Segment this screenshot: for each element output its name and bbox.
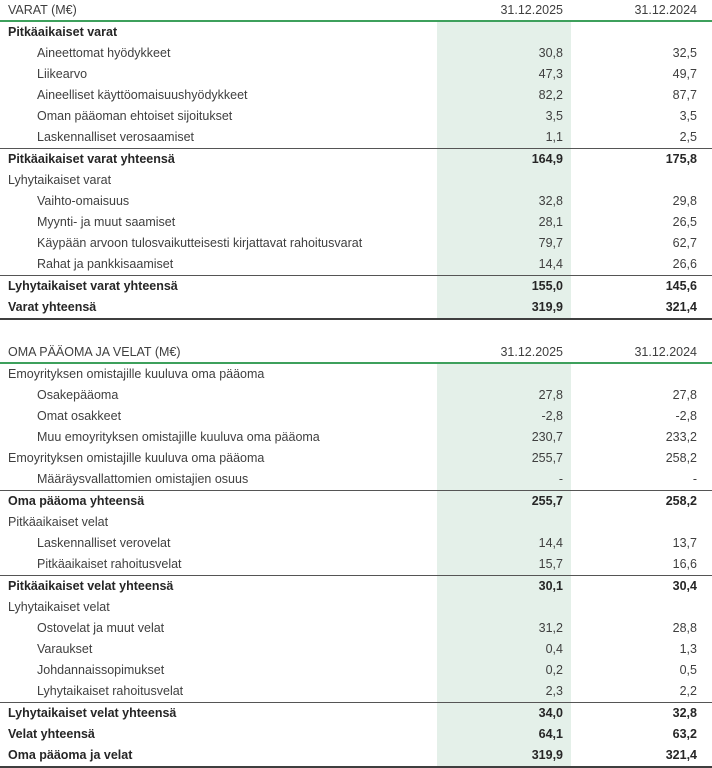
value-2025: 319,9 <box>437 745 571 767</box>
value-2025: 3,5 <box>437 106 571 127</box>
row-label: Oman pääoman ehtoiset sijoitukset <box>37 109 233 123</box>
table-row <box>0 297 712 319</box>
row-label: Määräysvallattomien omistajien osuus <box>37 472 249 486</box>
table-row <box>0 576 712 598</box>
table-row <box>0 681 712 703</box>
table-row <box>0 254 712 276</box>
value-2024: 32,5 <box>672 46 697 60</box>
table-row <box>0 703 712 725</box>
row-label: Lyhytaikaiset varat <box>8 173 112 187</box>
table-row <box>0 43 712 64</box>
value-2024: 63,2 <box>672 727 697 741</box>
value-2024: 1,3 <box>679 642 697 656</box>
value-2025: 155,0 <box>437 276 571 298</box>
value-2025 <box>437 363 571 385</box>
row-label: Pitkäaikaiset rahoitusvelat <box>37 557 182 571</box>
value-2024 <box>571 363 712 385</box>
value-2025 <box>437 21 571 43</box>
table-row <box>0 533 712 554</box>
value-2025: 15,7 <box>437 554 571 576</box>
value-2024: 175,8 <box>571 149 712 171</box>
table-gap <box>0 320 712 342</box>
value-2025: -2,8 <box>437 406 571 427</box>
row-label: Muu emoyrityksen omistajille kuuluva oma pääoma <box>37 430 320 444</box>
table-row <box>0 491 712 513</box>
row-label: Emoyrityksen omistajille kuuluva oma pääoma <box>8 367 265 381</box>
table-row <box>0 427 712 448</box>
table-row <box>0 469 712 491</box>
row-label: Myynti- ja muut saamiset <box>37 215 176 229</box>
table-row <box>0 170 712 191</box>
value-2025: 31,2 <box>437 618 571 639</box>
row-label: Pitkäaikaiset velat <box>8 515 109 529</box>
table-row <box>0 85 712 106</box>
value-2024: - <box>692 472 697 486</box>
value-2025: 28,1 <box>437 212 571 233</box>
row-label: Oma pääoma yhteensä <box>0 491 437 513</box>
value-2025: 32,8 <box>437 191 571 212</box>
assets-table <box>0 0 712 320</box>
value-2024 <box>571 512 712 533</box>
row-label: Ostovelat ja muut velat <box>37 621 165 635</box>
value-2025: 64,1 <box>437 724 571 745</box>
table-row <box>0 554 712 576</box>
value-2025: 14,4 <box>437 254 571 276</box>
assets-column-header-2024: 31.12.2024 <box>571 0 712 21</box>
value-2025: 255,7 <box>437 448 571 469</box>
row-label: Emoyrityksen omistajille kuuluva oma pääoma <box>8 451 265 465</box>
row-label: Oma pääoma ja velat <box>0 745 437 767</box>
value-2025: - <box>437 469 571 491</box>
value-2025: 27,8 <box>437 385 571 406</box>
value-2025: 34,0 <box>437 703 571 725</box>
value-2025: 164,9 <box>437 149 571 171</box>
value-2025: 2,3 <box>437 681 571 703</box>
value-2025 <box>437 597 571 618</box>
row-label: Aineettomat hyödykkeet <box>37 46 171 60</box>
table-row <box>0 385 712 406</box>
equity-column-header-2024: 31.12.2024 <box>571 342 712 363</box>
value-2025: 1,1 <box>437 127 571 149</box>
value-2024: 26,5 <box>672 215 697 229</box>
equity-and-liabilities-table <box>0 342 712 768</box>
row-label: Lyhytaikaiset velat yhteensä <box>0 703 437 725</box>
value-2024: 62,7 <box>672 236 697 250</box>
value-2024: 258,2 <box>665 451 697 465</box>
value-2024: 87,7 <box>672 88 697 102</box>
row-label: Osakepääoma <box>37 388 119 402</box>
row-label: Käypään arvoon tulosvaikutteisesti kirjattavat rahoitusvarat <box>37 236 363 250</box>
row-label: Laskennalliset verovelat <box>37 536 171 550</box>
table-row <box>0 191 712 212</box>
table-row <box>0 149 712 171</box>
value-2024: 26,6 <box>672 257 697 271</box>
table-row <box>0 745 712 767</box>
value-2024: 321,4 <box>571 745 712 767</box>
value-2024: 32,8 <box>571 703 712 725</box>
value-2025: 255,7 <box>437 491 571 513</box>
value-2024: 233,2 <box>665 430 697 444</box>
row-label: Lyhytaikaiset rahoitusvelat <box>37 684 184 698</box>
table-row <box>0 406 712 427</box>
value-2025: 230,7 <box>437 427 571 448</box>
row-label: Pitkäaikaiset varat yhteensä <box>0 149 437 171</box>
value-2024 <box>571 597 712 618</box>
assets-table-title: VARAT (M€) <box>0 0 437 21</box>
value-2024: 13,7 <box>672 536 697 550</box>
table-row <box>0 212 712 233</box>
row-label: Lyhytaikaiset velat <box>8 600 110 614</box>
equity-column-header-2025: 31.12.2025 <box>437 342 571 363</box>
table-row <box>0 127 712 149</box>
table-row <box>0 639 712 660</box>
value-2025: 0,2 <box>437 660 571 681</box>
table-row <box>0 363 712 385</box>
row-label: Varat yhteensä <box>0 297 437 319</box>
value-2024: -2,8 <box>675 409 697 423</box>
table-row <box>0 106 712 127</box>
value-2024: 16,6 <box>672 557 697 571</box>
value-2024: 321,4 <box>571 297 712 319</box>
equity-table-title: OMA PÄÄOMA JA VELAT (M€) <box>0 342 437 363</box>
value-2025: 14,4 <box>437 533 571 554</box>
table-row <box>0 597 712 618</box>
row-label: Velat yhteensä <box>8 727 95 741</box>
value-2024: 30,4 <box>571 576 712 598</box>
equity-table-body <box>0 363 712 767</box>
value-2024: 29,8 <box>672 194 697 208</box>
table-row <box>0 448 712 469</box>
table-row <box>0 233 712 254</box>
assets-table-header-row <box>0 0 712 21</box>
value-2024: 145,6 <box>571 276 712 298</box>
row-label: Omat osakkeet <box>37 409 122 423</box>
row-label: Johdannaissopimukset <box>37 663 165 677</box>
value-2024: 2,5 <box>679 130 697 144</box>
row-label: Pitkäaikaiset velat yhteensä <box>0 576 437 598</box>
value-2025: 47,3 <box>437 64 571 85</box>
table-row <box>0 618 712 639</box>
value-2025: 30,1 <box>437 576 571 598</box>
table-row <box>0 512 712 533</box>
table-row <box>0 64 712 85</box>
value-2025 <box>437 170 571 191</box>
value-2024: 0,5 <box>679 663 697 677</box>
value-2024: 2,2 <box>679 684 697 698</box>
assets-table-body <box>0 21 712 319</box>
row-label: Liikearvo <box>37 67 88 81</box>
value-2024 <box>571 170 712 191</box>
value-2024: 28,8 <box>672 621 697 635</box>
row-label: Pitkäaikaiset varat <box>8 25 118 39</box>
row-label: Rahat ja pankkisaamiset <box>37 257 174 271</box>
value-2025: 0,4 <box>437 639 571 660</box>
value-2024: 258,2 <box>571 491 712 513</box>
row-label: Lyhytaikaiset varat yhteensä <box>0 276 437 298</box>
row-label: Vaihto-omaisuus <box>37 194 130 208</box>
value-2024 <box>571 21 712 43</box>
value-2025: 30,8 <box>437 43 571 64</box>
table-row <box>0 660 712 681</box>
value-2024: 49,7 <box>672 67 697 81</box>
value-2024: 3,5 <box>679 109 697 123</box>
value-2025: 82,2 <box>437 85 571 106</box>
value-2025 <box>437 512 571 533</box>
row-label: Varaukset <box>37 642 93 656</box>
assets-column-header-2025: 31.12.2025 <box>437 0 571 21</box>
row-label: Laskennalliset verosaamiset <box>37 130 195 144</box>
table-row <box>0 21 712 43</box>
value-2025: 319,9 <box>437 297 571 319</box>
value-2024: 27,8 <box>672 388 697 402</box>
value-2025: 79,7 <box>437 233 571 254</box>
equity-table-header-row <box>0 342 712 363</box>
table-row <box>0 724 712 745</box>
table-row <box>0 276 712 298</box>
row-label: Aineelliset käyttöomaisuushyödykkeet <box>37 88 248 102</box>
